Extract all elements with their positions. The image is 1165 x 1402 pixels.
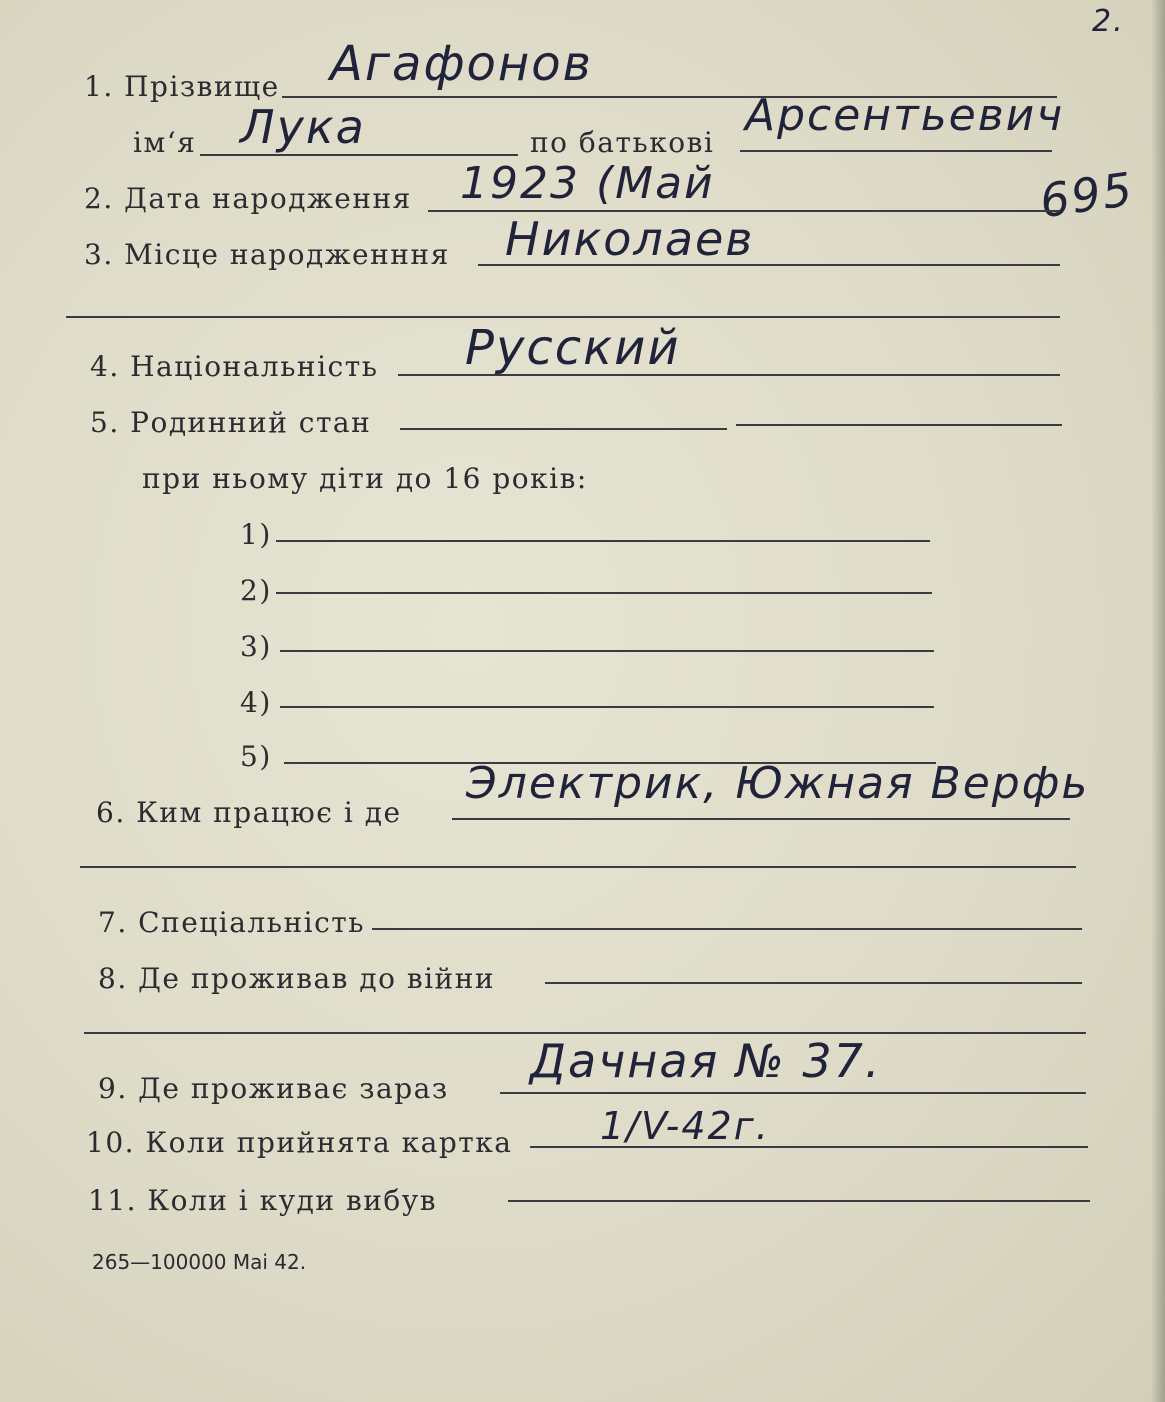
print-run-footer: 265—100000 Маі 42. [92,1250,307,1274]
children-heading: при ньому діти до 16 років: [142,462,588,495]
name-line [200,154,518,156]
patronymic-label: по батькові [530,126,715,159]
name-label: ім‘я [133,126,197,159]
occupation-value: Электрик, Южная Верфь [466,758,1090,809]
occupation-line-2 [80,866,1076,868]
card-accepted-value: 1/V-42г. [600,1104,770,1148]
patronymic-value: Арсентьевич [745,90,1065,141]
marital-status-line-b [736,424,1062,426]
child-4-line [280,706,934,708]
surname-value: Агафонов [330,36,593,92]
marital-status-line-a [400,428,727,430]
current-residence-label: 9. Де проживає зараз [98,1072,449,1105]
child-3-label: 3) [240,630,272,663]
child-3-line [280,650,934,652]
departure-line [508,1200,1090,1202]
nationality-value: Русский [465,320,681,376]
birth-date-label: 2. Дата народження [84,182,412,215]
marital-status-label: 5. Родинний стан [90,406,372,439]
current-residence-line [500,1092,1086,1094]
card-accepted-label: 10. Коли прийнята картка [86,1126,513,1159]
current-residence-value: Дачная № 37. [530,1034,882,1088]
nationality-label: 4. Національність [90,350,379,383]
occupation-label: 6. Ким працює і де [96,796,402,829]
card-edge-shadow [1151,0,1165,1402]
corner-mark: 2. [1092,4,1125,39]
departure-label: 11. Коли і куди вибув [88,1184,437,1217]
occupation-line [452,818,1070,820]
name-value: Лука [240,100,366,154]
specialty-line [372,928,1082,930]
child-5-label: 5) [240,740,272,773]
child-4-label: 4) [240,686,272,719]
birth-place-label: 3. Місце народженння [84,238,450,271]
birth-place-line-2 [66,316,1060,318]
birth-place-value: Николаев [505,212,755,266]
prewar-residence-line [545,982,1082,984]
surname-label: 1. Прізвище [84,70,280,103]
specialty-label: 7. Спеціальність [98,906,365,939]
birth-date-value: 1923 (Май [460,158,715,209]
child-2-label: 2) [240,574,272,607]
margin-note: 695 [1036,161,1138,229]
patronymic-line [740,150,1052,152]
child-1-line [276,540,930,542]
child-1-label: 1) [240,518,272,551]
child-2-line [276,592,932,594]
prewar-residence-label: 8. Де проживав до війни [98,962,496,995]
